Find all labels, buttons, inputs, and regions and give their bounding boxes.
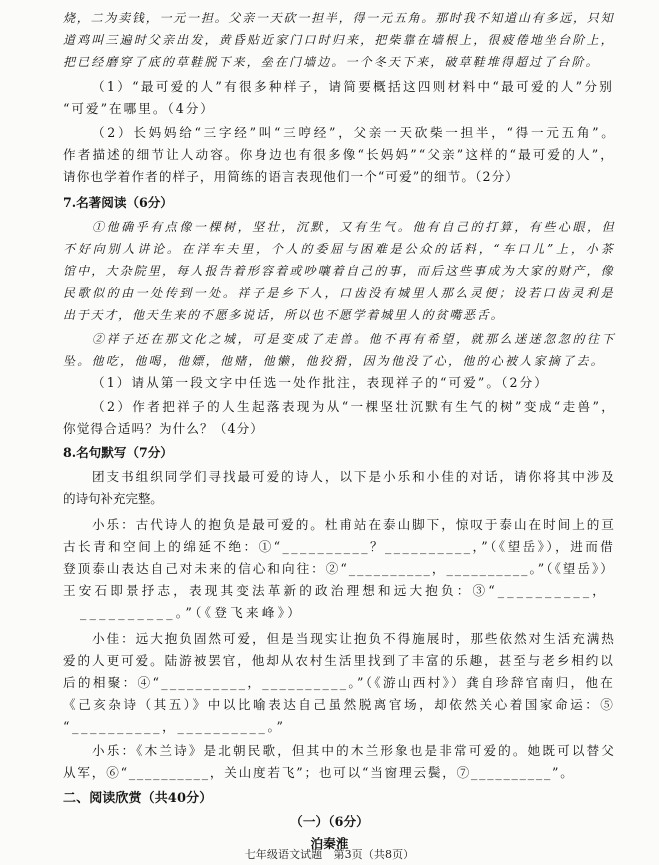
text-line: 小佳：远大抱负固然可爱，但是当现实让抱负不得施展时，那些依然对生活充满热 <box>92 631 616 646</box>
sub-heading: （一）（6分） <box>290 814 369 829</box>
text-line: （1）“最可爱的人”有很多种样子，请简要概括这四则材料中“最可爱的人”分别 <box>92 79 615 94</box>
text-line: 把已经磨穿了底的草鞋脱下来，垒在门墙边。一个冬天下来，破草鞋堆得超过了台阶。 <box>63 55 600 69</box>
text-line: （2）作者把祥子的人生起落表现为从“一棵坚壮沉默有生气的树”变成“走兽”， <box>92 399 617 414</box>
text-line: 作者描述的细节让人动容。你身边也有很多像“长妈妈”“父亲”这样的“最可爱的人”， <box>63 147 616 162</box>
section-title: 二、阅读欣赏（共40分） <box>63 791 213 806</box>
text-line: 爱的人更可爱。陆游被罢官，他却从农村生活里找到了丰富的乐趣，甚至与老乡相约以 <box>63 653 615 668</box>
text-line: 从军，⑥“__________，关山度若飞”；也可以“当窗理云鬓，⑦__________”。 <box>63 765 575 780</box>
text-line: 小乐：《木兰诗》是北朝民歌，但其中的木兰形象也是非常可爱的。她既可以替父 <box>92 743 617 758</box>
text-line: 团支书组织同学们寻找最可爱的诗人，以下是小乐和小佳的对话，请你将其中涉及 <box>92 469 616 484</box>
text-line: 7.名著阅读（6分） <box>63 195 173 210</box>
text-line: 登顶泰山表达自己对未来的信心和向往：②“__________，__________。”（《望岳》） <box>63 561 615 576</box>
text-line: 小乐：古代诗人的抱负是最可爱的。杜甫站在泰山脚下，惊叹于泰山在时间上的亘 <box>92 517 616 532</box>
text-line: 后的相聚：④“__________，__________。”（《游山西村》）龚自珍辞官南归，他在 <box>63 675 616 690</box>
text-line: （2）长妈妈给“三字经”叫“三哼经”，父亲一天砍柴一担半，“得一元五角”。 <box>92 125 617 140</box>
poem-title: 泊秦淮 <box>310 836 349 851</box>
text-line: 烧，二为卖钱，一元一担。父亲一天砍一担半，得一元五角。那时我不知道山有多远，只知 <box>63 11 615 25</box>
text-line: 出于天才，他天生来的不愿多说话，所以也不愿学着城里人的贫嘴恶舌。 <box>63 308 505 322</box>
text-line: 古长青和空间上的绵延不绝：①“__________？__________，”（《望岳》），进而借 <box>63 539 616 554</box>
text-line: “__________，__________。” <box>63 719 286 734</box>
text-line: 坠。他吃，他喝，他嫖，他赌，他懒，他狡猾，因为他没了心，他的心被人家摘了去。 <box>63 354 605 368</box>
text-line: 8.名句默写（7分） <box>63 445 173 460</box>
page-footer: 七年级语文试题 第3页（共8页） <box>244 848 415 861</box>
text-line: （1）请从第一段文字中任选一处作批注，表现祥子的“可爱”。（2分） <box>92 375 549 390</box>
text-line: ②祥子还在那文化之城，可是变成了走兽。他不再有希望，就那么迷迷忽忽的往下 <box>92 332 617 346</box>
text-line: 的诗句补充完整。 <box>63 491 163 506</box>
text-line: 请你也学着作者的样子，用简练的语言表现他们一个“可爱”的细节。（2分） <box>63 169 519 184</box>
text-line: ①他确乎有点像一棵树，坚壮，沉默，又有生气。他有自己的打算，有些心眼，但 <box>92 220 617 234</box>
text-line: __________。”（《登飞来峰》） <box>80 605 304 620</box>
text-line: 《己亥杂诗（其五）》中以比喻表达自己虽然脱离官场，却依然关心着国家命运：⑤ <box>63 697 616 712</box>
text-line: 不好向别人讲论。在洋车夫里，个人的委屈与困难是公众的话料，“车口儿”上，小茶 <box>63 242 616 256</box>
text-line: 民歌似的由一处传到一处。祥子是乡下人，口齿没有城里人那么灵便；设若口齿灵利是 <box>63 286 616 300</box>
text-line: 道鸡叫三遍时父亲出发，黄昏贴近家门口时归来，把柴靠在墙根上，很疲倦地坐台阶上， <box>63 33 615 47</box>
text-line: 馆中，大杂院里，每人报告着形容着或吵嚷着自己的事，而后这些事成为大家的财产，像 <box>63 264 615 278</box>
text-line: 你觉得合适吗？为什么？（4分） <box>63 421 265 436</box>
text-line: “可爱”在哪里。（4分） <box>63 101 215 116</box>
text-line: 王安石即景抒志，表现其变法革新的政治理想和远大抱负：③“__________， <box>63 583 609 598</box>
